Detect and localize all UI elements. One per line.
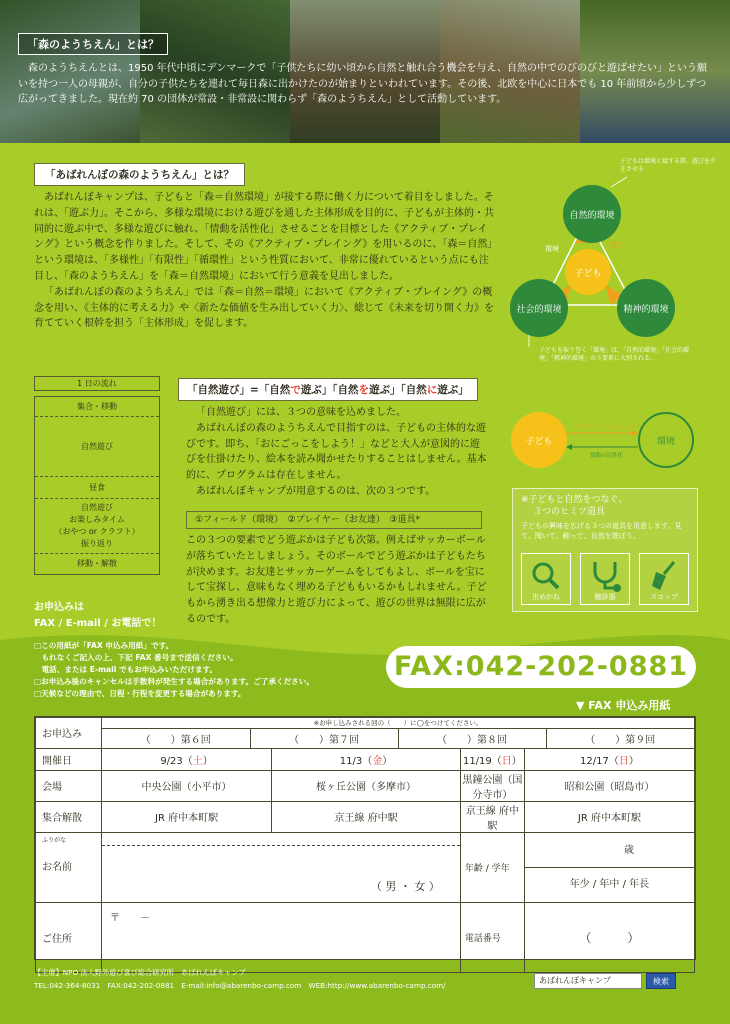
meet-cell: JR 府中本町駅: [102, 801, 272, 832]
age-cell: [524, 832, 694, 902]
date-value: 9/23: [160, 755, 183, 767]
about-heading: 「森のようちえん」とは？: [18, 33, 168, 55]
apply-rules: [34, 640, 314, 700]
flow-step: 集合・移動: [35, 397, 159, 417]
tools-desc: 子どもの興味を広げる３つの道具を用意します。見て、聞いて、触って、自然を遊ぼう。: [521, 522, 682, 540]
label-phone: 電話番号: [460, 902, 524, 972]
secret-tools-box: [512, 488, 698, 612]
label-meet: 集合解散: [36, 801, 102, 832]
organizer-name: 【主催】NPO 法人野外遊び喜び総合研究所 あばれんぼキャンプ: [34, 968, 246, 977]
shizen-body: [186, 405, 488, 500]
name-label-cell: [36, 832, 102, 902]
diagram-env-label: 環境: [545, 245, 559, 253]
rule-line: □お申込み後のキャンセルは手数料が発生する場合があります。ご了承ください。: [34, 677, 314, 686]
search-box: [534, 973, 676, 989]
weekday: 日: [618, 755, 629, 767]
label-apply: お申込み: [36, 718, 102, 749]
about-text: 森のようちえんとは、1950 年代中頃にデンマークで「子供たちに幼い頃から自然と触れ合う機会を与え、自然の中でのびのびと遊ばせたい」という願いを持つ一人の母親が、自分の子供たちを連れて毎日森に出かけたのが始まりといわれています。その後、北欧を中心に日本でも 10 年前頃から少しずつ広がってきました。現在約 70 の団体が常設・非常設に関わらず「森のようちえん」として活動しています。: [18, 63, 708, 105]
tool-label: 聴診器: [594, 593, 616, 601]
age-input[interactable]: 歳: [525, 833, 694, 868]
shizen-paragraph-1: 「自然遊び」には、３つの意味を込めました。: [196, 407, 406, 418]
natural-env-circle: 自然的環境: [563, 185, 621, 243]
about-section: [18, 33, 708, 108]
abarenbo-body: [34, 190, 494, 332]
application-form: [34, 716, 696, 960]
meet-cell: 京王線 府中駅: [272, 801, 461, 832]
environment-diagram: [505, 155, 720, 370]
round-choice[interactable]: （ ）第７回: [250, 729, 398, 748]
round-choice[interactable]: （ ）第６回: [102, 729, 250, 748]
meet-cell: 京王線 府中駅: [460, 801, 524, 832]
label-name: お名前: [42, 861, 72, 873]
gender-choice[interactable]: （ 男 ・ 女 ）: [370, 879, 440, 893]
active-env-circle: 環境: [638, 412, 694, 468]
day-flow: [34, 376, 160, 575]
diagram-lines: [505, 155, 720, 370]
shizen-paragraph-2: あばれんぼの森のようちえんで目指すのは、子どもの主体的な遊びです。即ち、「おにごっこをしよう！」などと大人が意図的に遊びを仕掛けたり、絵本を読み聞かせたりすることはしません。基本的に、プログラムは存在しません。: [186, 422, 487, 482]
fax-number: FAX:042-202-0881: [386, 646, 696, 688]
apply-heading: [34, 600, 161, 632]
tool-shovel: [639, 553, 689, 605]
apply-line: FAX / E-mail / お電話で！: [34, 618, 162, 629]
heading-part: 遊ぶ」「自然: [369, 384, 427, 396]
abarenbo-heading: 「あばれんぼの森のようちえん」とは？: [34, 163, 245, 186]
heading-part: 「自然遊び」=「自然: [187, 384, 291, 396]
meet-cell: JR 府中本町駅: [524, 801, 694, 832]
abarenbo-paragraph-1: あばれんぼキャンプは、子どもと「森＝自然環境」が接する際に働く力について着目をしました。それは、「遊ぶ力」。そこから、多様な環境における遊びを通した主体形成を目的に、子どもが主体的・共同的に遊ぶ中で、多様な遊びに触れ、「情動を活性化」させることを目標とした《アクティブ・プレイング》という概念を作りました。そして、その《アクティブ・プレイング》を用いるのに、「森＝自然」という環境は、「多様性」「有限性」「循環性」という性質において、非常に優れているという点にも注目し、「森のようちえん」を「森＝自然環境」において行う意義を見出しました。: [34, 192, 494, 282]
weekday: 日: [501, 755, 512, 767]
address-input[interactable]: 〒 －: [102, 902, 461, 972]
furigana-label: ふりがな: [42, 836, 67, 844]
active-child-circle: 子ども: [511, 412, 567, 468]
diagram-play-label: 遊び: [610, 241, 624, 249]
flow-step: お楽しみタイム: [69, 515, 125, 524]
tool-stethoscope: [580, 553, 630, 605]
tool-label: 虫めがね: [532, 593, 560, 601]
search-input[interactable]: あばれんぼキャンプ: [534, 973, 642, 989]
heading-part: 遊ぶ」: [437, 384, 469, 396]
flow-step: 自然遊び: [35, 417, 159, 477]
flow-steps: [34, 396, 160, 575]
three-elements-box: ①フィールド（環境） ②プレイヤー（お友達） ③道具*: [186, 511, 482, 529]
rule-line: □天候などの理由で、日程・行程を変更する場合があります。: [34, 689, 246, 698]
active-arrow-top-label: アクティブ・プレイング: [575, 425, 635, 431]
stethoscope-icon: [581, 558, 629, 594]
heading-part-accent: で: [290, 384, 301, 396]
venue-cell: 中央公園（小平市）: [102, 770, 272, 801]
label-date: 開催日: [36, 748, 102, 770]
diagram-note-top: 子どもは環境と接する際、遊びを介在させる: [620, 158, 717, 173]
rule-line: もれなくご記入の上、下記 FAX 番号まで送信ください。: [34, 653, 238, 662]
shizen-paragraph-4: この３つの要素でどう遊ぶかは子ども次第。例えばサッカーボールが落ちていたとしましょう。そのボールでどう遊ぶかは子どもたちが決めます。お友達とサッカーゲームをしてもよし、ボールを宝にして宝探し、意味もなく埋める子どももいるかもしれません。子どもから湧き出る想像力と遊び力によって、遊びの世界は無限に広がるのです。: [186, 535, 487, 625]
date-cell: 9/23（土）: [102, 748, 272, 770]
tool-magnifier: [521, 553, 571, 605]
flow-step: 昼食: [35, 477, 159, 499]
date-value: 11/3: [339, 755, 363, 767]
label-venue: 会場: [36, 770, 102, 801]
round-choice[interactable]: （ ）第８回: [398, 729, 546, 748]
furigana-divider: [102, 845, 460, 846]
heading-part-accent: を: [358, 384, 370, 396]
social-env-circle: 社会的環境: [510, 279, 568, 337]
date-value: 12/17: [580, 755, 609, 767]
weekday: 金: [372, 755, 383, 767]
tool-label: スコップ: [650, 593, 678, 601]
rounds-row: [102, 728, 694, 748]
flow-step: 振り返り: [81, 539, 113, 548]
shizen-asobi-heading: [178, 378, 478, 401]
tools-title-line: ※子どもと自然をつなぐ、: [521, 495, 628, 505]
date-value: 11/19: [462, 755, 492, 767]
flow-step: （おやつ or クラフト）: [54, 527, 140, 536]
flow-step: 自然遊び: [81, 503, 113, 512]
rounds-cell: [102, 718, 695, 749]
fax-form-label: ▼ FAX 申込み用紙: [576, 699, 671, 712]
weekday: 土: [192, 755, 203, 767]
shovel-icon: [640, 558, 688, 594]
name-input[interactable]: [102, 832, 461, 902]
mental-env-circle: 精神的環境: [617, 279, 675, 337]
date-cell: 12/17（日）: [524, 748, 694, 770]
flow-step: 移動・解散: [77, 559, 117, 568]
date-cell: 11/19（日）: [460, 748, 524, 770]
venue-cell: 黒鐘公園（国分寺市）: [460, 770, 524, 801]
phone-input[interactable]: （ ）: [524, 902, 694, 972]
shizen-paragraph-3: あばれんぼキャンプが用意するのは、次の３つです。: [196, 485, 436, 497]
venue-cell: 桜ヶ丘公園（多摩市）: [272, 770, 461, 801]
diagram-note-bottom: 子どもを取り巻く「環境」は、「自然的環境」「社会的環境」「精神的環境」の３要素に大別される。: [539, 347, 690, 362]
active-arrow-bottom-label: 情動の活性化: [590, 453, 624, 459]
form-table: [35, 717, 695, 973]
child-circle: 子ども: [565, 249, 611, 295]
heading-part-accent: に: [426, 384, 438, 396]
venue-cell: 昭和公園（昭島市）: [524, 770, 694, 801]
magnifier-icon: [522, 558, 570, 594]
date-cell: 11/3（金）: [272, 748, 461, 770]
abarenbo-paragraph-2: 「あばれんぼの森のようちえん」では「森＝自然＝環境」において《アクティブ・プレイング》の概念を用い、《主体的に考える力》や〈新たな価値を生み出していく力〉、総じて《未来を切り開く力》を育てていく根幹を担う「主体形成」を促します。: [34, 286, 494, 330]
tools-title: [513, 489, 697, 518]
round-choice[interactable]: （ ）第９回: [546, 729, 694, 748]
flow-title: 1 日の流れ: [34, 376, 160, 391]
heading-part: 遊ぶ」「自然: [300, 384, 359, 396]
rule-line: □この用紙が「FAX 申込み用紙」です。: [34, 641, 174, 650]
organizer-contact: TEL:042-364-8031 FAX:042-202-0881 E-mail:info@abarenbo-camp.com WEB:http://www.abarenbo-camp.com/: [34, 981, 446, 990]
search-button[interactable]: 検索: [646, 973, 676, 989]
grade-choice[interactable]: 年少 / 年中 / 年長: [569, 879, 650, 890]
organizer-info: [34, 966, 446, 992]
apply-line: お申込みは: [34, 602, 84, 613]
label-address: ご住所: [36, 902, 102, 972]
form-note: ※お申し込みされる回の（ ）に◯をつけてください。: [313, 719, 483, 727]
tools-title-line: ３つのヒミツ道具: [533, 507, 606, 517]
rule-line: 電話、または E-mail でもお申込みいただけます。: [34, 665, 218, 674]
label-age: 年齢 / 学年: [460, 832, 524, 902]
flow-step-group: [35, 499, 159, 554]
